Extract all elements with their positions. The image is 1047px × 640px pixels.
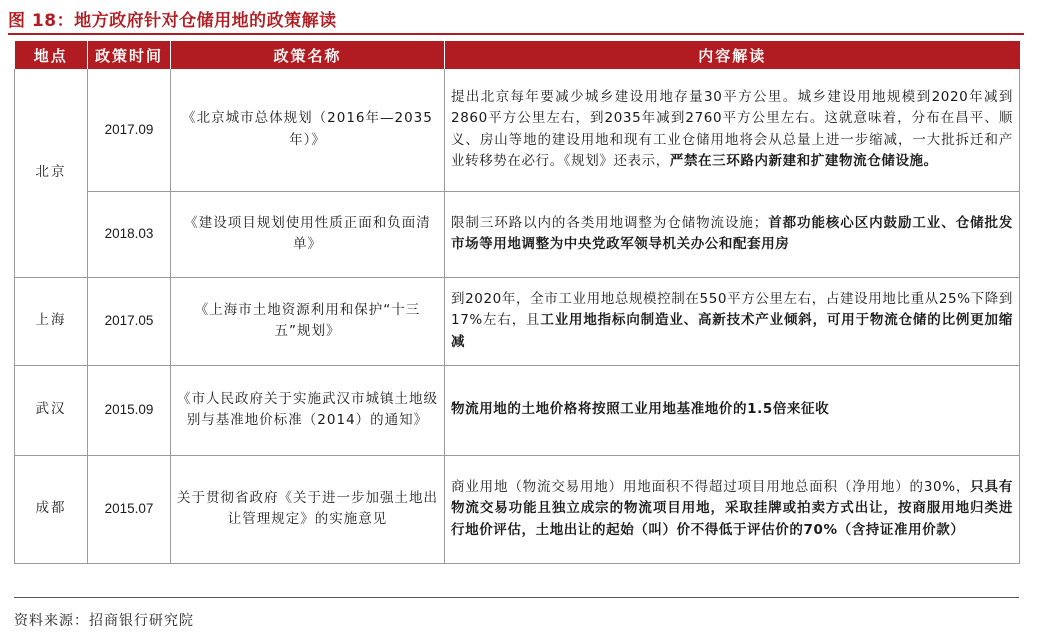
- cell-time: 2015.09: [88, 365, 171, 455]
- cell-content: [445, 191, 1020, 277]
- cell-time: 2018.03: [88, 191, 171, 277]
- header-name: 政策名称: [171, 41, 445, 69]
- content-text: 商业用地（物流交易用地）用地面积不得超过项目用地总面积（净用地）的30%，: [451, 478, 971, 495]
- cell-location: 北京: [15, 69, 88, 277]
- source-note: 资料来源：招商银行研究院: [14, 613, 194, 629]
- cell-time: 2015.07: [88, 455, 171, 563]
- cell-location: 武汉: [15, 365, 88, 455]
- content-emphasis: 只具有物流交易功能且独立成宗的物流项目用地，采取挂牌或拍卖方式出让，按商服用地归类进行地价评估，土地出让的起始（叫）价不得低于评估价的70%（含持证准用价款）: [451, 478, 1013, 538]
- title-divider: [8, 33, 1024, 35]
- content-emphasis: 工业用地指标向制造业、高新技术产业倾斜，可用于物流仓储的比例更加缩减: [451, 312, 1013, 350]
- cell-location: 成都: [15, 455, 88, 563]
- cell-content: [445, 69, 1020, 191]
- content-emphasis: 严禁在三环路内新建和扩建物流仓储设施。: [669, 153, 938, 170]
- cell-time: 2017.05: [88, 277, 171, 365]
- cell-policy-name: 《建设项目规划使用性质正面和负面清单》: [171, 191, 445, 277]
- table-row: [15, 191, 1020, 277]
- table-row: [15, 455, 1020, 563]
- figure-title: 图 18：地方政府针对仓储用地的政策解读: [8, 11, 337, 31]
- cell-policy-name: 《北京城市总体规划（2016年—2035年）》: [171, 69, 445, 191]
- cell-policy-name: 《市人民政府关于实施武汉市城镇土地级别与基准地价标准（2014）的通知》: [171, 365, 445, 455]
- table-row: [15, 69, 1020, 191]
- content-emphasis: 物流用地的土地价格将按照工业用地基准地价的1.5倍来征收: [451, 401, 830, 418]
- content-emphasis: 首都功能核心区内鼓励工业、仓储批发市场等用地调整为中央党政军领导机关办公和配套用房: [451, 214, 1014, 252]
- content-text: 到2020年，全市工业用地总规模控制在550平方公里左右，占建设用地比重从25%下降到17%左右，且: [451, 290, 1013, 329]
- bottom-divider: [14, 597, 1019, 598]
- cell-content: [445, 277, 1020, 365]
- table-row: [15, 365, 1020, 455]
- cell-location: 上海: [15, 277, 88, 365]
- table-header-row: [15, 41, 1020, 69]
- cell-content: [445, 455, 1020, 563]
- table-row: [15, 277, 1020, 365]
- cell-policy-name: 《上海市土地资源利用和保护“十三五”规划》: [171, 277, 445, 365]
- header-content: 内容解读: [445, 41, 1020, 69]
- header-location: 地点: [15, 41, 88, 69]
- cell-time: 2017.09: [88, 69, 171, 191]
- cell-policy-name: 关于贯彻省政府《关于进一步加强土地出让管理规定》的实施意见: [171, 455, 445, 563]
- header-time: 政策时间: [88, 41, 171, 69]
- content-text: 提出北京每年要减少城乡建设用地存量30平方公里。城乡建设用地规模到2020年减到2860平方公里左右，到2035年减到2760平方公里左右。这就意味着，分布在昌平、顺义、房山等地的建设用地和现有工业仓储用地将会从总量上进一步缩减，一大批拆迁和产业转移势在必行。《规划》还表示，: [451, 88, 1013, 170]
- cell-content: [445, 365, 1020, 455]
- content-text: 限制三环路以内的各类用地调整为仓储物流设施；: [451, 214, 768, 231]
- policy-table: [14, 41, 1020, 564]
